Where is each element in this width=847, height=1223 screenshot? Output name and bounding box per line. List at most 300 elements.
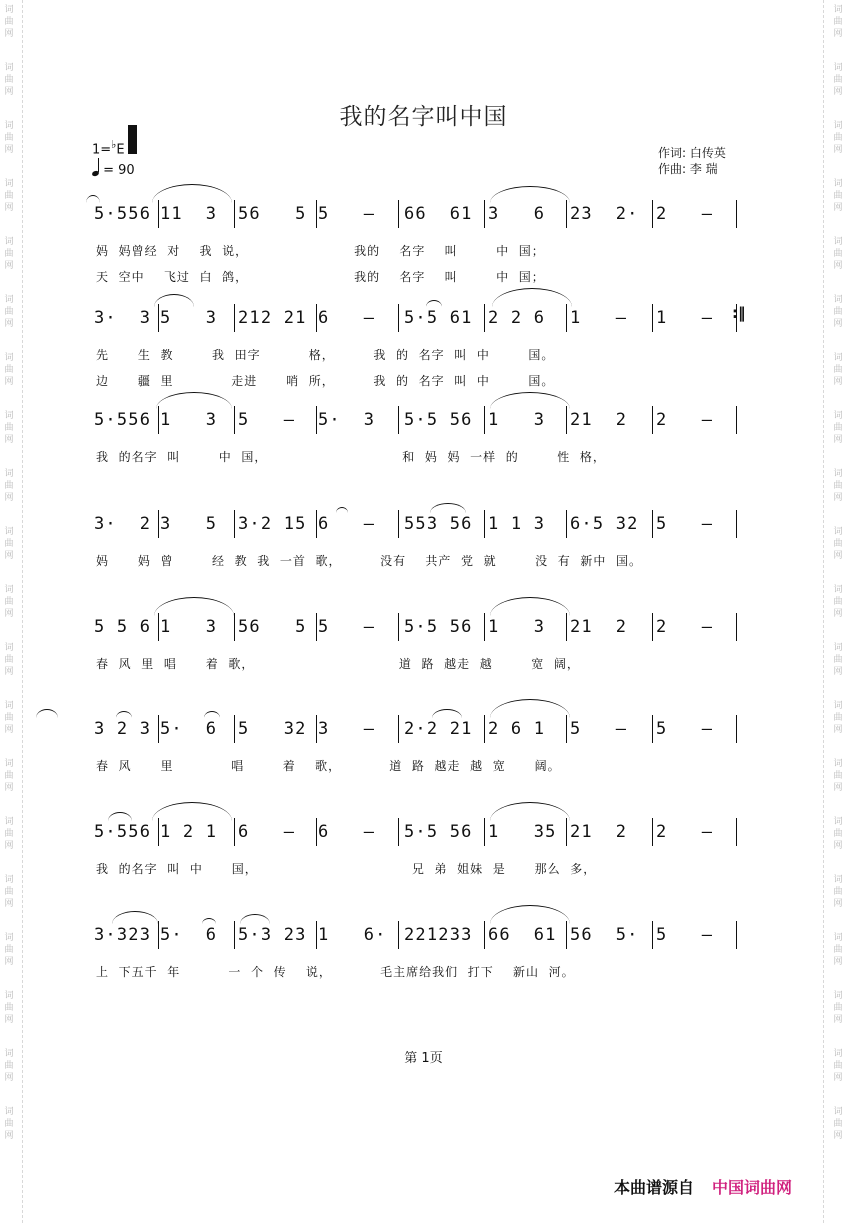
watermark-glyph: 词 (4, 237, 14, 247)
bar-line (652, 510, 653, 538)
watermark-group (2, 700, 16, 736)
watermark-group (831, 584, 845, 620)
measure: 5·5 61 (404, 308, 473, 328)
watermark-glyph: 曲 (4, 945, 14, 955)
bar-line (484, 510, 485, 538)
tempo-marking (92, 160, 135, 178)
notes-line (90, 514, 750, 544)
bar-line (566, 200, 567, 228)
measure: 5 3 (160, 308, 218, 328)
watermark-glyph: 网 (833, 435, 843, 445)
watermark-glyph: 网 (4, 145, 14, 155)
bar-line (316, 715, 317, 743)
bar-line (158, 510, 159, 538)
measure: 66 61 (488, 925, 557, 945)
watermark-glyph: 曲 (4, 249, 14, 259)
watermark-glyph: 曲 (833, 771, 843, 781)
watermark-glyph: 网 (833, 29, 843, 39)
watermark-glyph: 网 (833, 377, 843, 387)
watermark-glyph: 词 (833, 121, 843, 131)
watermark-glyph: 词 (4, 469, 14, 479)
watermark-glyph: 曲 (4, 423, 14, 433)
slur-mark (154, 597, 234, 616)
watermark-glyph: 词 (833, 817, 843, 827)
slur-mark (490, 597, 570, 616)
watermark-glyph: 曲 (833, 1003, 843, 1013)
left-margin-line (22, 0, 23, 1223)
lyric-line: 天 空中 飞过 白 鸽， 我的 名字 叫 中 国； (96, 270, 545, 284)
watermark-glyph: 词 (4, 179, 14, 189)
bar-line (398, 613, 399, 641)
watermark-glyph: 曲 (833, 945, 843, 955)
watermark-glyph: 网 (833, 87, 843, 97)
watermark-glyph: 网 (4, 1015, 14, 1025)
watermark-glyph: 词 (833, 63, 843, 73)
watermark-glyph: 网 (4, 203, 14, 213)
notes-line (90, 204, 750, 234)
measure: 56 5· (570, 925, 639, 945)
watermark-glyph: 网 (4, 783, 14, 793)
composer: 作曲: 李 瑞 (658, 162, 718, 176)
watermark-group (831, 352, 845, 388)
watermark-glyph: 曲 (4, 481, 14, 491)
bar-line (158, 715, 159, 743)
measure: 1 3 (488, 617, 546, 637)
watermark-group (2, 294, 16, 330)
watermark-glyph: 词 (4, 875, 14, 885)
measure: 5 – (238, 410, 296, 430)
watermark-group (831, 932, 845, 968)
watermark-glyph: 曲 (4, 1003, 14, 1013)
slur-mark (154, 294, 194, 307)
watermark-glyph: 词 (833, 991, 843, 1001)
watermark-group (831, 236, 845, 272)
bar-line (398, 304, 399, 332)
watermark-glyph: 网 (4, 551, 14, 561)
watermark-group (2, 62, 16, 98)
slur-mark (426, 300, 442, 307)
watermark-glyph: 词 (4, 643, 14, 653)
bar-line (316, 304, 317, 332)
bar-line (234, 818, 235, 846)
watermark-glyph: 曲 (833, 133, 843, 143)
watermark-glyph: 网 (833, 783, 843, 793)
lyric-line: 上 下五千 年 一 个 传 说， 毛主席给我们 打下 新山 河。 (96, 965, 575, 979)
bar-line (736, 818, 737, 846)
watermark-group (831, 816, 845, 852)
lyric-line: 春 风 里 唱 着 歌， 道 路 越走 越 宽 阔。 (96, 759, 561, 773)
measure: 1 2 1 (160, 822, 218, 842)
watermark-glyph: 曲 (4, 17, 14, 27)
watermark-glyph: 曲 (833, 17, 843, 27)
watermark-glyph: 词 (833, 237, 843, 247)
measure: 6·5 32 (570, 514, 639, 534)
watermark-glyph: 曲 (4, 887, 14, 897)
lyric-line: 春 风 里 唱 着 歌， 道 路 越走 越 宽 阔， (96, 657, 580, 671)
watermark-glyph: 词 (833, 295, 843, 305)
measure: 6 – (318, 514, 376, 534)
slur-mark (204, 711, 220, 718)
watermark-glyph: 词 (4, 295, 14, 305)
watermark-glyph: 曲 (4, 133, 14, 143)
bar-line (652, 921, 653, 949)
bar-line (652, 200, 653, 228)
measure: 5·5 56 (404, 617, 473, 637)
watermark-glyph: 网 (833, 319, 843, 329)
slur-mark (116, 711, 132, 718)
measure: 5·556 (94, 410, 152, 430)
watermark-glyph: 网 (4, 899, 14, 909)
repeat-end-icon: :‖ (732, 304, 746, 322)
watermark-glyph: 网 (4, 725, 14, 735)
bar-line (566, 921, 567, 949)
slur-mark (490, 699, 570, 718)
watermark-group (831, 700, 845, 736)
watermark-group (831, 990, 845, 1026)
bar-line (484, 304, 485, 332)
watermark-glyph: 词 (4, 411, 14, 421)
bar-line (652, 613, 653, 641)
bar-line (484, 921, 485, 949)
bar-line (398, 200, 399, 228)
bar-line (484, 200, 485, 228)
watermark-group (2, 874, 16, 910)
watermark-glyph: 词 (833, 585, 843, 595)
measure: 56 5 (238, 204, 307, 224)
notes-line (90, 925, 750, 955)
slur-mark (430, 503, 466, 513)
right-margin-line (823, 0, 824, 1223)
watermark-glyph: 曲 (833, 249, 843, 259)
bar-line (736, 200, 737, 228)
watermark-group (2, 816, 16, 852)
bar-line (566, 510, 567, 538)
watermark-glyph: 曲 (833, 713, 843, 723)
watermark-group (831, 4, 845, 40)
watermark-group (2, 352, 16, 388)
measure: 5 32 (238, 719, 307, 739)
bar-line (234, 715, 235, 743)
credits (658, 145, 726, 177)
measure: 5·3 23 (238, 925, 307, 945)
lyric-line: 边 疆 里 走进 哨 所， 我 的 名字 叫 中 国。 (96, 374, 555, 388)
page-number: 第 1页 (404, 1051, 443, 1066)
watermark-glyph: 曲 (833, 481, 843, 491)
measure: 5 – (318, 204, 376, 224)
watermark-glyph: 词 (833, 469, 843, 479)
bar-line (234, 200, 235, 228)
measure: 66 61 (404, 204, 473, 224)
watermark-glyph: 网 (4, 319, 14, 329)
watermark-glyph: 词 (833, 701, 843, 711)
watermark-group (2, 4, 16, 40)
slur-mark (202, 918, 216, 924)
watermark-glyph: 网 (833, 203, 843, 213)
measure: 5· 6 (160, 925, 218, 945)
watermark-glyph: 曲 (4, 75, 14, 85)
watermark-glyph: 网 (833, 1015, 843, 1025)
watermark-glyph: 词 (833, 643, 843, 653)
watermark-glyph: 网 (4, 609, 14, 619)
measure: 3 2 3 (94, 719, 152, 739)
watermark-glyph: 词 (833, 5, 843, 15)
bar-line (652, 406, 653, 434)
measure: 2 – (656, 410, 714, 430)
watermark-group (2, 526, 16, 562)
watermark-glyph: 曲 (4, 1119, 14, 1129)
watermark-group (831, 410, 845, 446)
measure: 11 3 (160, 204, 218, 224)
watermark-glyph: 词 (4, 817, 14, 827)
slur-mark (490, 905, 570, 924)
measure: 3· 2 (94, 514, 152, 534)
measure: 2 2 6 (488, 308, 546, 328)
watermark-glyph: 网 (4, 1073, 14, 1083)
measure: 5 – (656, 925, 714, 945)
watermark-group (2, 990, 16, 1026)
measure: 5 – (656, 719, 714, 739)
watermark-group (2, 236, 16, 272)
bar-line (566, 715, 567, 743)
watermark-glyph: 曲 (4, 655, 14, 665)
watermark-glyph: 词 (4, 933, 14, 943)
measure: 553 56 (404, 514, 473, 534)
measure: 6 – (238, 822, 296, 842)
tempo-value: = 90 (103, 163, 135, 178)
bar-line (736, 510, 737, 538)
watermark-glyph: 词 (833, 411, 843, 421)
bar-line (234, 304, 235, 332)
measure: 3· 3 (94, 308, 152, 328)
slur-mark (432, 709, 462, 718)
source-label: 本曲谱源自 (614, 1178, 695, 1197)
measure: 1 – (570, 308, 628, 328)
bar-line (736, 613, 737, 641)
right-edge-watermark (831, 0, 845, 1223)
watermark-glyph: 曲 (833, 75, 843, 85)
watermark-group (2, 932, 16, 968)
watermark-glyph: 网 (833, 145, 843, 155)
watermark-glyph: 曲 (833, 307, 843, 317)
watermark-glyph: 网 (833, 261, 843, 271)
lyric-line: 妈 妈 曾 经 教 我 一首 歌， 没有 共产 党 就 没 有 新中 国。 (96, 554, 642, 568)
measure: 2·2 21 (404, 719, 473, 739)
notes-line (90, 719, 750, 749)
watermark-glyph: 词 (4, 353, 14, 363)
measure: 56 5 (238, 617, 307, 637)
note-stem (98, 158, 99, 172)
bar-line (158, 818, 159, 846)
watermark-glyph: 词 (4, 759, 14, 769)
slur-mark (152, 184, 232, 203)
bar-line (234, 406, 235, 434)
watermark-glyph: 网 (833, 493, 843, 503)
bar-line (398, 510, 399, 538)
watermark-group (831, 758, 845, 794)
song-title: 我的名字叫中国 (339, 104, 508, 130)
slur-mark (336, 507, 348, 513)
watermark-group (831, 874, 845, 910)
measure: 2 – (656, 822, 714, 842)
watermark-glyph: 曲 (833, 539, 843, 549)
bar-line (316, 613, 317, 641)
measure: 1 3 (160, 410, 218, 430)
lyric-line: 我 的名字 叫 中 国， 和 妈 妈 一样 的 性 格， (96, 450, 606, 464)
slur-mark (86, 195, 100, 203)
slur-mark (490, 392, 570, 409)
watermark-group (2, 178, 16, 214)
watermark-glyph: 网 (833, 667, 843, 677)
watermark-glyph: 网 (833, 551, 843, 561)
slur-mark (156, 392, 232, 409)
measure: 1 35 (488, 822, 557, 842)
bar-line (234, 613, 235, 641)
watermark-group (831, 642, 845, 678)
watermark-glyph: 词 (4, 63, 14, 73)
measure: 6 – (318, 308, 376, 328)
slur-mark (490, 802, 570, 821)
watermark-glyph: 曲 (4, 713, 14, 723)
watermark-group (2, 410, 16, 446)
measure: 5· 3 (318, 410, 376, 430)
watermark-glyph: 词 (833, 933, 843, 943)
watermark-glyph: 词 (4, 527, 14, 537)
bar-line (566, 818, 567, 846)
bar-line (484, 715, 485, 743)
measure: 5·5 56 (404, 822, 473, 842)
watermark-glyph: 网 (833, 957, 843, 967)
source-site: 中国词曲网 (712, 1178, 793, 1197)
bar-line (484, 818, 485, 846)
notes-line (90, 308, 750, 338)
measure: 212 21 (238, 308, 307, 328)
measure: 1 3 (160, 617, 218, 637)
measure: 21 2 (570, 617, 628, 637)
watermark-glyph: 曲 (4, 307, 14, 317)
watermark-group (831, 1106, 845, 1142)
measure: 3 – (318, 719, 376, 739)
flat-sign: ♭ (111, 138, 117, 151)
watermark-glyph: 曲 (833, 597, 843, 607)
measure: 1 3 (488, 410, 546, 430)
watermark-glyph: 网 (4, 1131, 14, 1141)
slur-mark (240, 914, 270, 924)
watermark-glyph: 词 (833, 759, 843, 769)
watermark-glyph: 曲 (833, 191, 843, 201)
watermark-group (2, 584, 16, 620)
measure: 5·556 (94, 822, 152, 842)
notes-line (90, 410, 750, 440)
watermark-glyph: 网 (833, 1131, 843, 1141)
notes-line (90, 617, 750, 647)
watermark-glyph: 网 (4, 29, 14, 39)
watermark-group (831, 178, 845, 214)
measure: 2 – (656, 204, 714, 224)
notes-line (90, 822, 750, 852)
watermark-group (831, 62, 845, 98)
measure: 2 – (656, 617, 714, 637)
bar-line (652, 818, 653, 846)
watermark-glyph: 词 (833, 875, 843, 885)
watermark-glyph: 曲 (833, 1119, 843, 1129)
measure: 5·5 56 (404, 410, 473, 430)
bar-line (398, 406, 399, 434)
slur-mark (492, 288, 572, 307)
watermark-glyph: 网 (833, 609, 843, 619)
lyricist: 作词: 白传英 (658, 146, 726, 160)
watermark-glyph: 网 (833, 899, 843, 909)
watermark-glyph: 网 (4, 435, 14, 445)
watermark-glyph: 词 (4, 1107, 14, 1117)
measure: 5 – (656, 514, 714, 534)
bar-line (398, 818, 399, 846)
bar-line (566, 406, 567, 434)
bar-line (234, 510, 235, 538)
bar-line (398, 921, 399, 949)
measure: 5 – (318, 617, 376, 637)
watermark-glyph: 词 (833, 1049, 843, 1059)
watermark-group (2, 1106, 16, 1142)
key-note: E (116, 142, 125, 158)
watermark-group (831, 468, 845, 504)
watermark-glyph: 网 (4, 957, 14, 967)
watermark-glyph: 网 (833, 1073, 843, 1083)
slur-mark (108, 812, 132, 821)
watermark-glyph: 曲 (4, 365, 14, 375)
key-label: 1= (92, 142, 112, 158)
lyric-line: 先 生 教 我 田字 格， 我 的 名字 叫 中 国。 (96, 348, 555, 362)
measure: 3 6 (488, 204, 546, 224)
measure: 5· 6 (160, 719, 218, 739)
bar-line (566, 304, 567, 332)
bar-line (158, 200, 159, 228)
watermark-glyph: 曲 (4, 191, 14, 201)
measure: 2 6 1 (488, 719, 546, 739)
bar-line (736, 921, 737, 949)
time-bar (128, 125, 137, 154)
watermark-glyph: 曲 (4, 771, 14, 781)
watermark-glyph: 曲 (4, 829, 14, 839)
watermark-glyph: 网 (4, 377, 14, 387)
bar-line (566, 613, 567, 641)
watermark-glyph: 词 (4, 585, 14, 595)
lyric-line: 妈 妈曾经 对 我 说， 我的 名字 叫 中 国； (96, 244, 545, 258)
watermark-group (2, 758, 16, 794)
bar-line (652, 715, 653, 743)
watermark-glyph: 曲 (833, 829, 843, 839)
measure: 6 – (318, 822, 376, 842)
watermark-glyph: 网 (4, 493, 14, 503)
bar-line (398, 715, 399, 743)
bar-line (316, 510, 317, 538)
measure: 3·323 (94, 925, 152, 945)
watermark-glyph: 词 (833, 527, 843, 537)
watermark-glyph: 词 (4, 701, 14, 711)
watermark-glyph: 网 (833, 841, 843, 851)
bar-line (316, 921, 317, 949)
bar-line (652, 304, 653, 332)
slur-mark (152, 802, 232, 821)
watermark-glyph: 词 (4, 5, 14, 15)
bar-line (316, 818, 317, 846)
watermark-glyph: 网 (4, 87, 14, 97)
measure: 1 6· (318, 925, 387, 945)
slur-mark (36, 709, 58, 718)
watermark-group (831, 294, 845, 330)
watermark-glyph: 网 (833, 725, 843, 735)
watermark-glyph: 网 (4, 667, 14, 677)
measure: 5 5 6 (94, 617, 152, 637)
